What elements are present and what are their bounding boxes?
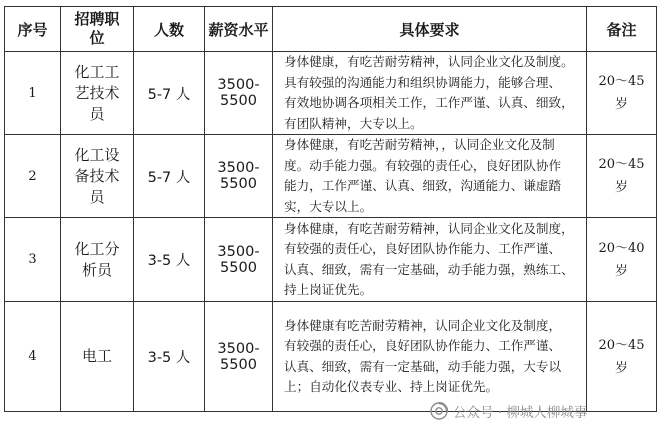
cell-count: 5-7 人 [134, 135, 205, 218]
header-position-line: 位 [89, 29, 105, 47]
position-line: 化工工 [74, 62, 120, 81]
requirement-line: 上；自动化仪表专业、持上岗证优先。 [284, 379, 499, 394]
cell-count: 3-5 人 [134, 218, 205, 302]
note-age: 20～40 [598, 240, 645, 256]
header-position-line: 招聘职 [74, 10, 120, 28]
note-unit: 岁 [614, 360, 628, 376]
cell-position [61, 218, 134, 302]
position-line: 艺技术 [74, 83, 120, 102]
requirement-line: 有效地协调各项相关工作，工作严谨、认真、细致， [284, 95, 574, 110]
watermark [430, 400, 587, 422]
cell-no: 1 [5, 52, 61, 135]
header-position [61, 7, 134, 52]
cell-note [587, 218, 657, 302]
cell-salary: 3500-5500 [205, 302, 273, 412]
table-row [5, 135, 657, 218]
requirement-line: 认真、细致，需有一定基础，动手能力强，熟练工、 [284, 261, 574, 277]
requirement-line: 有较强的责任心，良好团队协作能力、工作严谨、 [284, 338, 562, 353]
position-line: 析员 [81, 260, 112, 279]
position-line: 化工分 [74, 239, 120, 258]
cell-note [587, 135, 657, 218]
position-line: 化工设 [74, 145, 120, 164]
cell-salary: 3500-5500 [205, 52, 273, 135]
requirement-line: 身体健康，有吃苦耐劳精神，认同企业文化及制度， [284, 220, 574, 236]
requirement-line: 有较强的责任心，良好团队协作能力、工作严谨、 [284, 241, 562, 256]
cell-no: 2 [5, 135, 61, 218]
cell-salary: 3500-5500 [205, 135, 273, 218]
requirement-line: 持上岗证优先。 [284, 282, 373, 297]
requirement-line: 能力，工作严谨、认真、细致，沟通能力、谦虚踏 [284, 178, 562, 193]
requirement-line: 度。动手能力强。有较强的责任心，良好团队协作 [284, 157, 562, 173]
cell-requirements [273, 302, 587, 412]
cell-requirements [273, 52, 587, 135]
note-age: 20～45 [598, 157, 645, 172]
note-unit: 岁 [614, 97, 628, 112]
cell-requirements [273, 218, 587, 302]
requirement-line: 实，大专以上。 [284, 198, 373, 214]
cell-requirements [273, 135, 587, 218]
header-count: 人数 [134, 7, 205, 52]
cell-position [61, 302, 134, 412]
note-age: 20～45 [598, 337, 645, 353]
cell-note [587, 52, 657, 135]
cell-position [61, 135, 134, 218]
cell-count: 5-7 人 [134, 52, 205, 135]
position-line: 员 [89, 187, 105, 206]
wechat-official-account-icon [430, 402, 448, 420]
watermark-text: 公众号 · 柳城人柳城事 [453, 405, 588, 421]
cell-note [587, 302, 657, 412]
requirement-line: 身体健康，有吃苦耐劳精神，认同企业文化及制度。 [284, 54, 574, 69]
header-no: 序号 [5, 7, 61, 52]
requirement-line: 有团队精神，大专以上。 [284, 115, 423, 131]
header-note: 备注 [587, 7, 657, 52]
requirement-line: 身体健康，有吃苦耐劳精神，，认同企业文化及制 [284, 137, 555, 152]
table-row [5, 52, 657, 135]
requirement-line: 身体健康有吃苦耐劳精神，认同企业文化及制度， [284, 317, 562, 333]
cell-position [61, 52, 134, 135]
recruitment-table [4, 6, 657, 412]
note-age: 20～45 [598, 74, 645, 89]
note-unit: 岁 [614, 180, 628, 195]
position-line: 员 [89, 104, 105, 123]
requirement-line: 具有较强的沟通能力和组织协调能力，能够合理、 [284, 74, 562, 90]
note-unit: 岁 [614, 263, 628, 279]
header-requirements: 具体要求 [273, 7, 587, 52]
table-row [5, 218, 657, 302]
position-line: 电工 [81, 347, 112, 365]
header-row [5, 7, 657, 52]
requirement-line: 认真、细致，需有一定基础，动手能力强，大专以 [284, 358, 562, 374]
cell-no: 4 [5, 302, 61, 412]
cell-salary: 3500-5500 [205, 218, 273, 302]
table-row [5, 302, 657, 412]
cell-no: 3 [5, 218, 61, 302]
position-line: 备技术 [74, 166, 120, 185]
header-salary: 薪资水平 [205, 7, 273, 52]
cell-count: 3-5 人 [134, 302, 205, 412]
